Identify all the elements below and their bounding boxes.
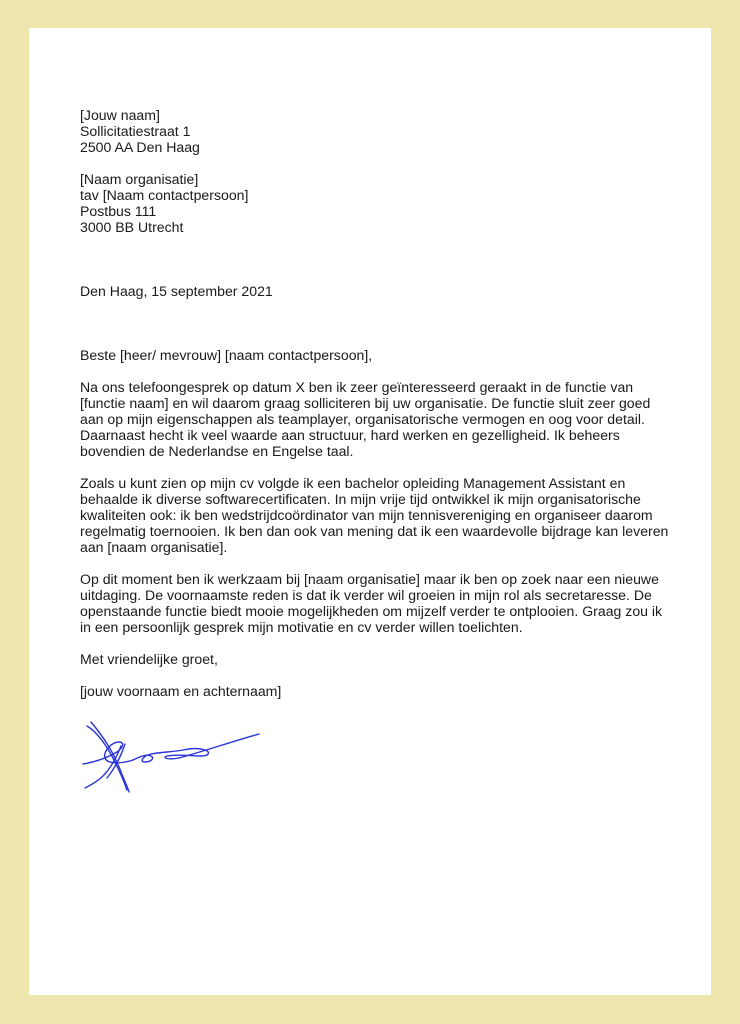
- recipient-attention: tav [Naam contactpersoon]: [80, 187, 249, 203]
- paragraph-1: [80, 379, 670, 459]
- sender-street: Sollicitatiestraat 1: [80, 123, 191, 139]
- salutation: [80, 347, 670, 363]
- paragraph-2-line: regelmatig toernooien. Ik ben dan ook van mening dat ik een waardevolle bijdrage kan leveren: [80, 523, 669, 539]
- date-line: [80, 283, 670, 299]
- sender-city: 2500 AA Den Haag: [80, 139, 200, 155]
- date-text: Den Haag, 15 september 2021: [80, 283, 273, 299]
- paragraph-2: [80, 475, 670, 555]
- paragraph-3-line: uitdaging. De voornaamste reden is dat ik verder wil groeien in mijn rol als secretaresse. De: [80, 587, 652, 603]
- paragraph-2-line: Zoals u kunt zien op mijn cv volgde ik een bachelor opleiding Management Assistant en: [80, 475, 626, 491]
- handwritten-signature-icon: [81, 712, 261, 812]
- closing-text: Met vriendelijke groet,: [80, 651, 218, 667]
- paragraph-3-line: Op dit moment ben ik werkzaam bij [naam organisatie] maar ik ben op zoek naar een nieuwe: [80, 571, 659, 587]
- paragraph-2-line: aan [naam organisatie].: [80, 539, 228, 555]
- closing: [80, 651, 670, 667]
- signatory: [80, 683, 670, 699]
- paragraph-1-line: Daarnaast hecht ik veel waarde aan structuur, hard werken en gezelligheid. Ik beheers: [80, 427, 620, 443]
- paragraph-2-line: kwaliteiten ook: ik ben wedstrijdcoördinator van mijn tennisvereniging en organiseer daarom: [80, 507, 653, 523]
- sender-name: [Jouw naam]: [80, 107, 160, 123]
- paragraph-2-line: behaalde ik diverse softwarecertificaten. In mijn vrije tijd ontwikkel ik mijn organisatorische: [80, 491, 641, 507]
- paragraph-1-line: bovendien de Nederlandse en Engelse taal.: [80, 443, 354, 459]
- paragraph-3-line: openstaande functie biedt mooie mogelijkheden om mijzelf verder te ontplooien. Graag zou ik: [80, 603, 663, 619]
- salutation-text: Beste [heer/ mevrouw] [naam contactpersoon],: [80, 347, 373, 363]
- recipient-city: 3000 BB Utrecht: [80, 219, 184, 235]
- letter-body: [80, 107, 670, 699]
- paragraph-1-line: Na ons telefoongesprek op datum X ben ik zeer geïnteresseerd geraakt in de functie van: [80, 379, 634, 395]
- paragraph-1-line: [functie naam] en wil daarom graag solliciteren bij uw organisatie. De functie sluit zeer goed: [80, 395, 651, 411]
- signatory-name: [jouw voornaam en achternaam]: [80, 683, 282, 699]
- paragraph-3-line: in een persoonlijk gesprek mijn motivatie en cv verder willen toelichten.: [80, 619, 523, 635]
- recipient-address: [80, 171, 670, 235]
- recipient-postbox: Postbus 111: [80, 203, 157, 219]
- recipient-organisation: [Naam organisatie]: [80, 171, 199, 187]
- paragraph-3: [80, 571, 670, 635]
- paragraph-1-line: aan op mijn eigenschappen als teamplayer, organisatorische vermogen en oog voor detail.: [80, 411, 645, 427]
- sender-address: [80, 107, 670, 155]
- letter-sheet: [29, 28, 711, 995]
